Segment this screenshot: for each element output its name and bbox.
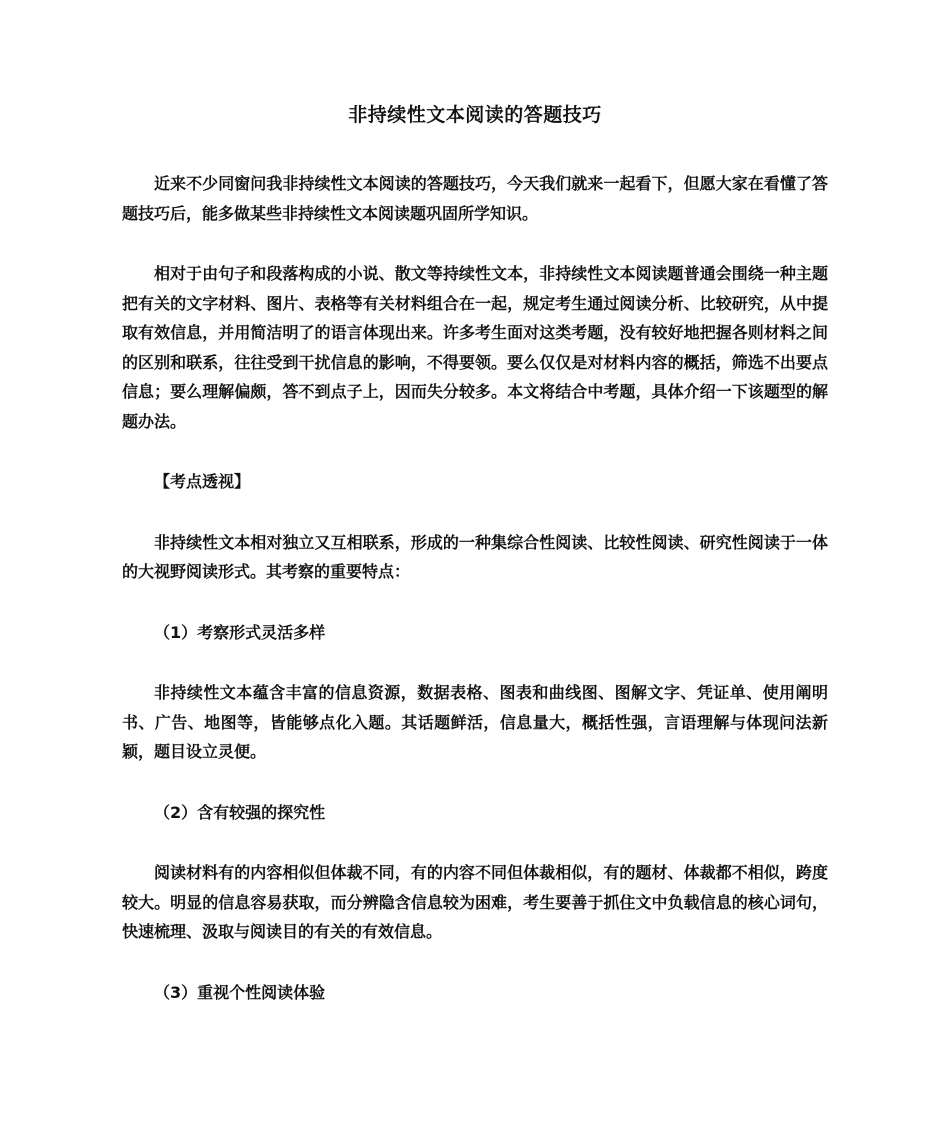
subheading-3: （3）重视个性阅读体验: [154, 982, 326, 1002]
paragraph-features: 非持续性文本相对独立又互相联系，形成的一种集综合性阅读、比较性阅读、研究性阅读于一体的大视野阅读形式。其考察的重要特点：: [122, 532, 828, 581]
document-title: 非持续性文本阅读的答题技巧: [348, 104, 602, 126]
paragraph-background: 相对于由句子和段落构成的小说、散文等持续性文本，非持续性文本阅读题普通会围绕一种主题把有关的文字材料、图片、表格等有关材料组合在一起，规定考生通过阅读分析、比较研究，从中提取有效信息，并用简洁明了的语言体现出来。许多考生面对这类考题，没有较好地把握各则材料之间的区别和联系，往往受到干扰信息的影响，不得要领。要么仅仅是对材料内容的概括，筛选不出要点信息；要么理解偏颇，答不到点子上，因而失分较多。本文将结合中考题，具体介绍一下该题型的解题办法。: [122, 264, 828, 431]
subheading-2: （2）含有较强的探究性: [154, 802, 326, 822]
paragraph-intro: 近来不少同窗问我非持续性文本阅读的答题技巧，今天我们就来一起看下，但愿大家在看懂了答题技巧后，能多做某些非持续性文本阅读题巩固所学知识。: [122, 174, 828, 223]
subheading-1: （1）考察形式灵活多样: [154, 622, 326, 642]
section-heading-exam-points: 【考点透视】: [154, 472, 251, 491]
paragraph-subsection-1: 非持续性文本蕴含丰富的信息资源，数据表格、图表和曲线图、图解文字、凭证单、使用阐明书、广告、地图等，皆能够点化入题。其话题鲜活，信息量大，概括性强，言语理解与体现问法新颖，题目设立灵便。: [122, 683, 828, 761]
paragraph-subsection-2: 阅读材料有的内容相似但体裁不同，有的内容不同但体裁相似，有的题材、体裁都不相似，跨度较大。明显的信息容易获取，而分辨隐含信息较为困难，考生要善于抓住文中负载信息的核心词句，快速梳理、汲取与阅读目的有关的有效信息。: [122, 863, 828, 941]
